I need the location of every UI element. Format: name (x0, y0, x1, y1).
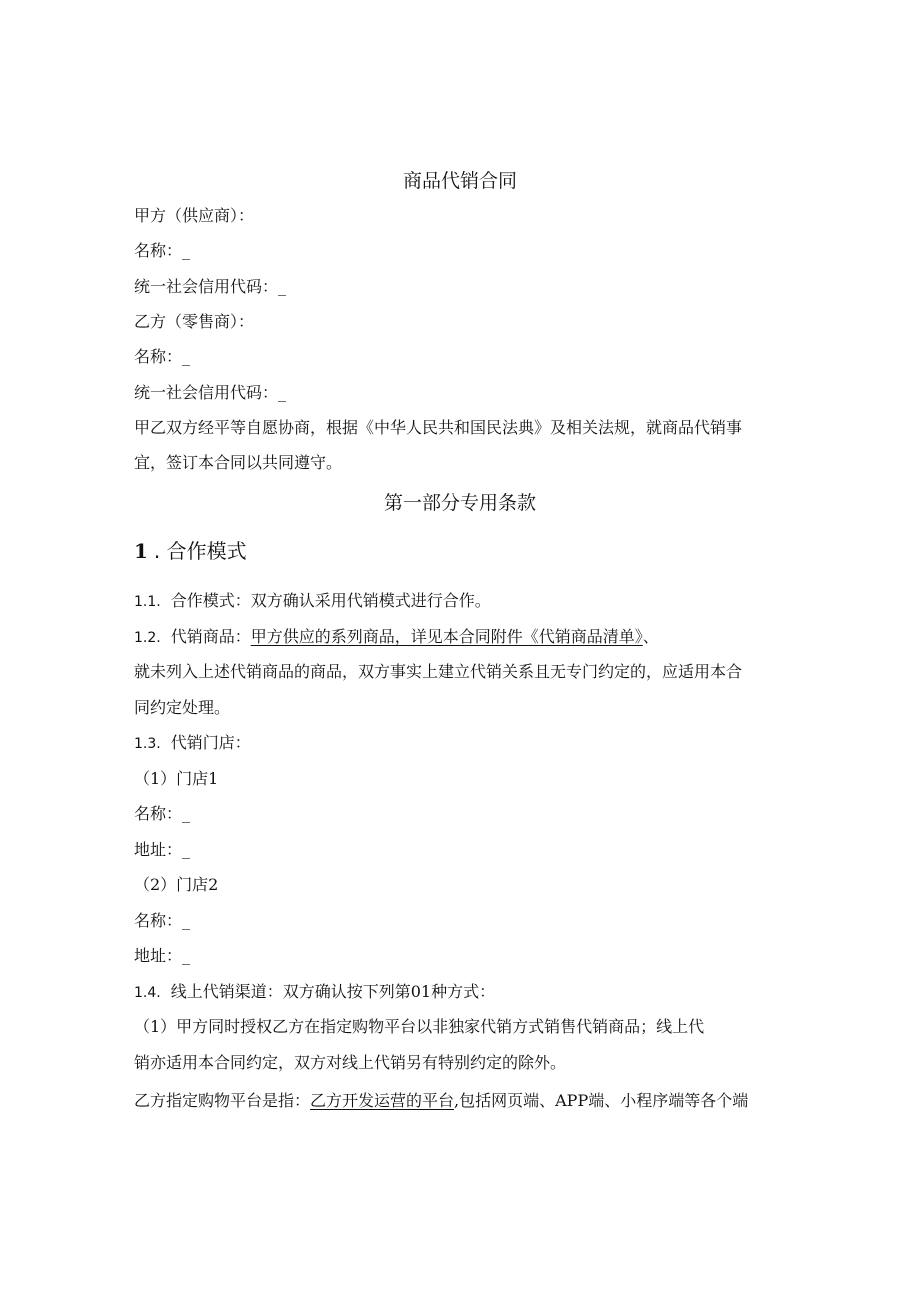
section-1-title: . 合作模式 (153, 539, 247, 563)
clause-1-2 (134, 626, 659, 649)
store-1-address: 地址：_ (134, 840, 191, 859)
store-1-name: 名称：_ (134, 804, 191, 823)
clause-1-4-number: 1.4. (134, 985, 161, 1001)
party-b-credit-code: 统一社会信用代码：_ (134, 383, 287, 402)
clause-1-2-line-3: 同约定处理。 (134, 698, 231, 717)
preamble-line-1: 甲乙双方经平等自愿协商，根据《中华人民共和国民法典》及相关法规，就商品代销事 (134, 418, 743, 437)
platform-label: 乙方指定购物平台是指： (134, 1091, 311, 1110)
online-option-1-line-2: 销亦适用本合同约定，双方对线上代销另有特别约定的除外。 (134, 1053, 567, 1072)
clause-1-2-tail: 、 (642, 627, 659, 646)
section-1-number: 1 (134, 539, 148, 563)
clause-1-2-line-2: 就未列入上述代销商品的商品，双方事实上建立代销关系且无专门约定的，应适用本合 (134, 662, 743, 681)
section-1-heading (134, 540, 247, 562)
party-b-name: 名称：_ (134, 347, 191, 366)
clause-1-4 (134, 981, 495, 1004)
clause-1-2-number: 1.2. (134, 630, 161, 646)
platform-tail: ,包括网页端、APP端、小程序端等各个端 (454, 1091, 749, 1110)
preamble-line-2: 宜，签订本合同以共同遵守。 (134, 453, 343, 472)
part-one-title: 第一部分专用条款 (383, 492, 536, 514)
clause-1-4-text: 线上代销渠道：双方确认按下列第01种方式： (170, 982, 496, 1001)
party-b-heading: 乙方（零售商）： (134, 312, 255, 331)
clause-1-1-text: 合作模式：双方确认采用代销模式进行合作。 (170, 591, 491, 610)
store-2-heading: （2）门店2 (134, 875, 219, 894)
platform-underlined: 乙方开发运营的平台 (310, 1091, 455, 1110)
online-option-1-line-1: （1）甲方同时授权乙方在指定购物平台以非独家代销方式销售代销商品；线上代 (134, 1017, 705, 1036)
party-a-credit-code: 统一社会信用代码：_ (134, 277, 287, 296)
store-1-heading: （1）门店1 (134, 769, 219, 788)
party-a-name: 名称：_ (134, 241, 191, 260)
clause-1-1-number: 1.1. (134, 594, 161, 610)
store-2-address: 地址：_ (134, 946, 191, 965)
clause-1-2-underlined: 甲方供应的系列商品，详见本合同附件《代销商品清单》 (250, 627, 643, 646)
party-a-heading: 甲方（供应商）： (134, 206, 255, 225)
designated-platform-line (134, 1090, 748, 1112)
clause-1-3-text: 代销门店： (170, 733, 251, 752)
clause-1-3-number: 1.3. (134, 736, 161, 752)
clause-1-3 (134, 732, 251, 755)
document-title: 商品代销合同 (402, 170, 517, 192)
clause-1-2-label: 代销商品： (170, 627, 251, 646)
clause-1-1 (134, 590, 491, 613)
store-2-name: 名称：_ (134, 911, 191, 930)
